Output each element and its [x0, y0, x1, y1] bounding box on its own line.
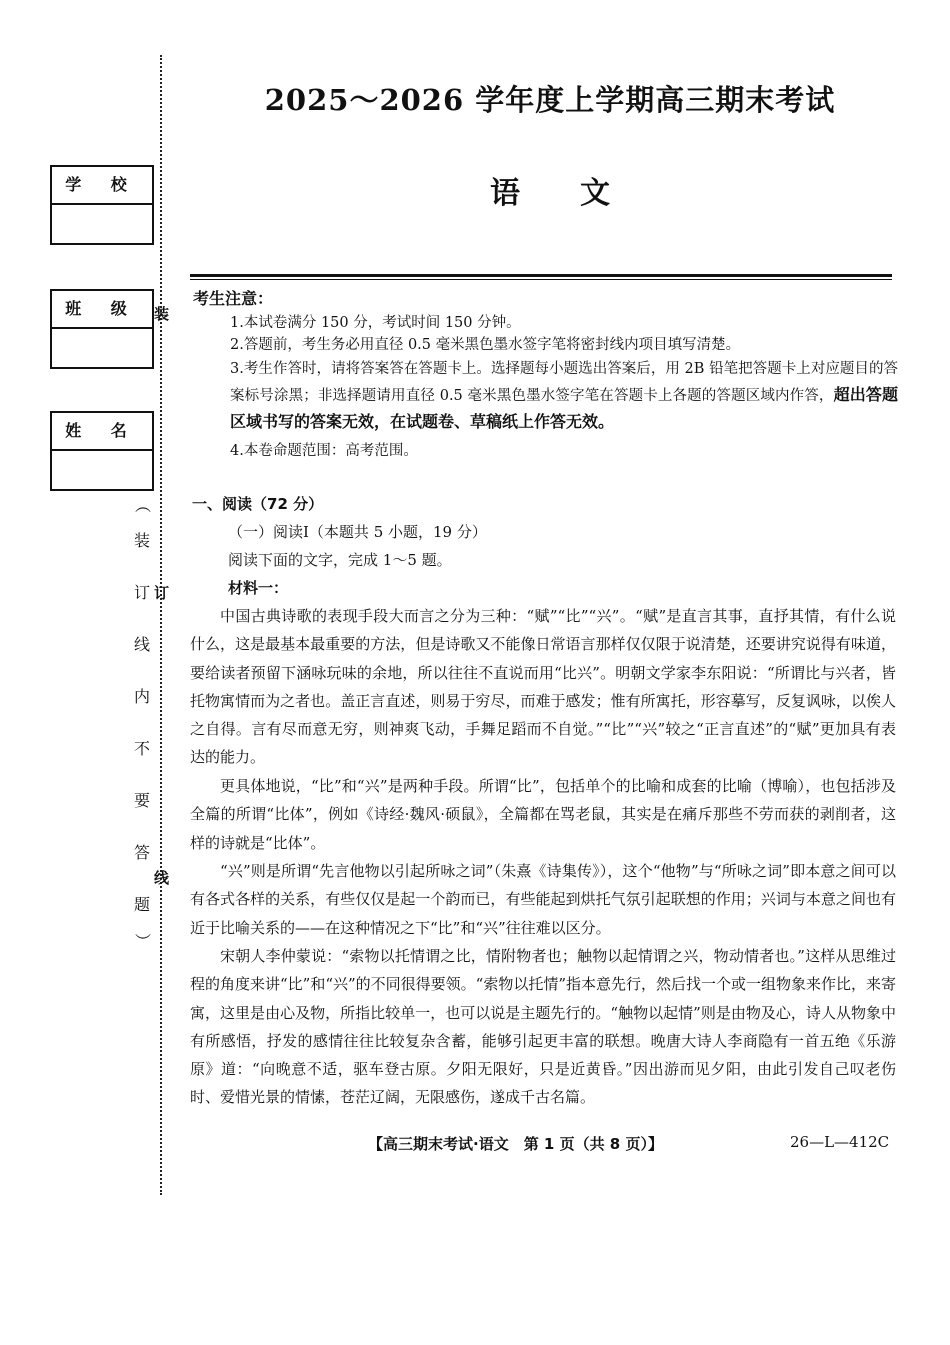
notice-item-2: 2.答题前，考生务必用直径 0.5 毫米黑色墨水签字笔将密封线内项目填写清楚。 — [230, 337, 741, 353]
paragraph-1: 中国古典诗歌的表现手段大而言之分为三种：“赋”“比”“兴”。“赋”是直言其事，直抒其情，有什么说什么，这是最基本最重要的方法，但是诗歌又不能像日常语言那样仅仅限于说清楚，还要讲究说得有味道，要给读者预留下涵咏玩味的余地，所以往往不直说而用“比兴”。明朝文学家李东阳说：“所谓比与兴者，皆托物寓情而为之者也。盖正言直述，则易于穷尽，而难于感发；惟有所寓托，形容摹写，反复讽咏，以俟人之自得。言有尽而意无穷，则神爽飞动，手舞足蹈而不自觉。”“比”“兴”较之“正言直述”的“赋”更加具有表达的能力。 — [190, 607, 896, 767]
class-field[interactable] — [50, 289, 154, 369]
binding-dotted-line — [160, 55, 162, 1195]
vertical-char: ） — [133, 932, 152, 949]
exam-title: 2025～2026 学年度上学期高三期末考试 — [264, 83, 836, 117]
material-label: 材料一： — [228, 579, 289, 597]
name-field[interactable] — [50, 411, 154, 491]
school-field[interactable] — [50, 165, 154, 245]
reading-instruction: 阅读下面的文字，完成 1～5 题。 — [228, 551, 452, 569]
school-field-label: 学 校 — [52, 167, 152, 205]
vertical-char: 要 — [133, 791, 150, 810]
vertical-char: 题 — [133, 895, 150, 914]
notice-heading: 考生注意： — [193, 289, 274, 308]
name-field-blank[interactable] — [52, 451, 152, 489]
name-field-label: 姓 名 — [52, 413, 152, 451]
notice-item-4: 4.本卷命题范围：高考范围。 — [230, 443, 418, 459]
subsection-heading: （一）阅读Ⅰ（本题共 5 小题，19 分） — [228, 523, 487, 541]
binding-warning-vertical — [130, 495, 154, 951]
vertical-char: 不 — [133, 739, 150, 758]
class-field-label: 班 级 — [52, 291, 152, 329]
vertical-char: 线 — [133, 635, 150, 654]
binding-mark-zhuang: 装 — [154, 305, 170, 323]
paragraph-4: 宋朝人李仲蒙说：“索物以托情谓之比，情附物者也；触物以起情谓之兴，物动情者也。”这样从思维过程的角度来讲“比”和“兴”的不同很得要领。“索物以托情”指本意先行，然后找一个或一组物象来作比，来寄寓，这里是由心及物，所指比较单一，也可以说是主题先行的。“触物以起情”则是由物及心，诗人从物象中有所感悟，抒发的感情往往比较复杂含蓄，能够引起更丰富的联想。晚唐大诗人李商隐有一首五绝《乐游原》道：“向晚意不适，驱车登古原。夕阳无限好，只是近黄昏。”因出游而见夕阳，由此引发自己叹老伤时、爱惜光景的情愫，苍茫辽阔，无限感伤，遂成千古名篇。 — [190, 947, 897, 1107]
paragraph-3: “兴”则是所谓“先言他物以引起所咏之词”（朱熹《诗集传》），这个“他物”与“所咏之词”即本意之间可以有各式各样的关系，有些仅仅是起一个韵而已，有些能起到烘托气氛引起联想的作用；兴词与本意之间也有近于比喻关系的——在这种情况之下“比”和“兴”往往难以区分。 — [190, 862, 896, 937]
paper-code: 26—L—412C — [790, 1133, 890, 1151]
binding-mark-xian: 线 — [154, 869, 170, 887]
header-rule-thin — [190, 279, 892, 280]
binding-mark-ding: 订 — [154, 584, 170, 602]
school-field-blank[interactable] — [52, 205, 152, 243]
vertical-char: 答 — [133, 843, 150, 862]
vertical-char: （ — [133, 496, 152, 513]
vertical-char: 内 — [133, 687, 150, 706]
paragraph-2: 更具体地说，“比”和“兴”是两种手段。所谓“比”，包括单个的比喻和成套的比喻（博喻），也包括涉及全篇的所谓“比体”，例如《诗经·魏风·硕鼠》，全篇都在骂老鼠，其实是在痛斥那些不劳而获的剥削者，这样的诗就是“比体”。 — [190, 777, 896, 852]
class-field-blank[interactable] — [52, 329, 152, 367]
subject-title: 语文 — [490, 176, 670, 211]
vertical-char: 装 — [133, 531, 150, 550]
section-heading: 一、阅读（72 分） — [192, 495, 324, 513]
notice-item-3-emphasis: 超出答题区域书写的答案无效，在试题卷、草稿纸上作答无效。 — [230, 385, 898, 431]
vertical-char: 订 — [133, 583, 150, 602]
notice-item-3 — [230, 356, 898, 436]
header-rule — [190, 274, 892, 277]
notice-item-3-text: 3.考生作答时，请将答案答在答题卡上。选择题每小题选出答案后，用 2B 铅笔把答题卡上对应题目的答案标号涂黑；非选择题请用直径 0.5 毫米黑色墨水签字笔在答题卡上各题的答题区域内作答， — [230, 361, 898, 404]
page-footer: 【高三期末考试·语文 第 1 页（共 8 页）】 — [368, 1135, 663, 1153]
notice-item-1: 1.本试卷满分 150 分，考试时间 150 分钟。 — [230, 315, 521, 331]
